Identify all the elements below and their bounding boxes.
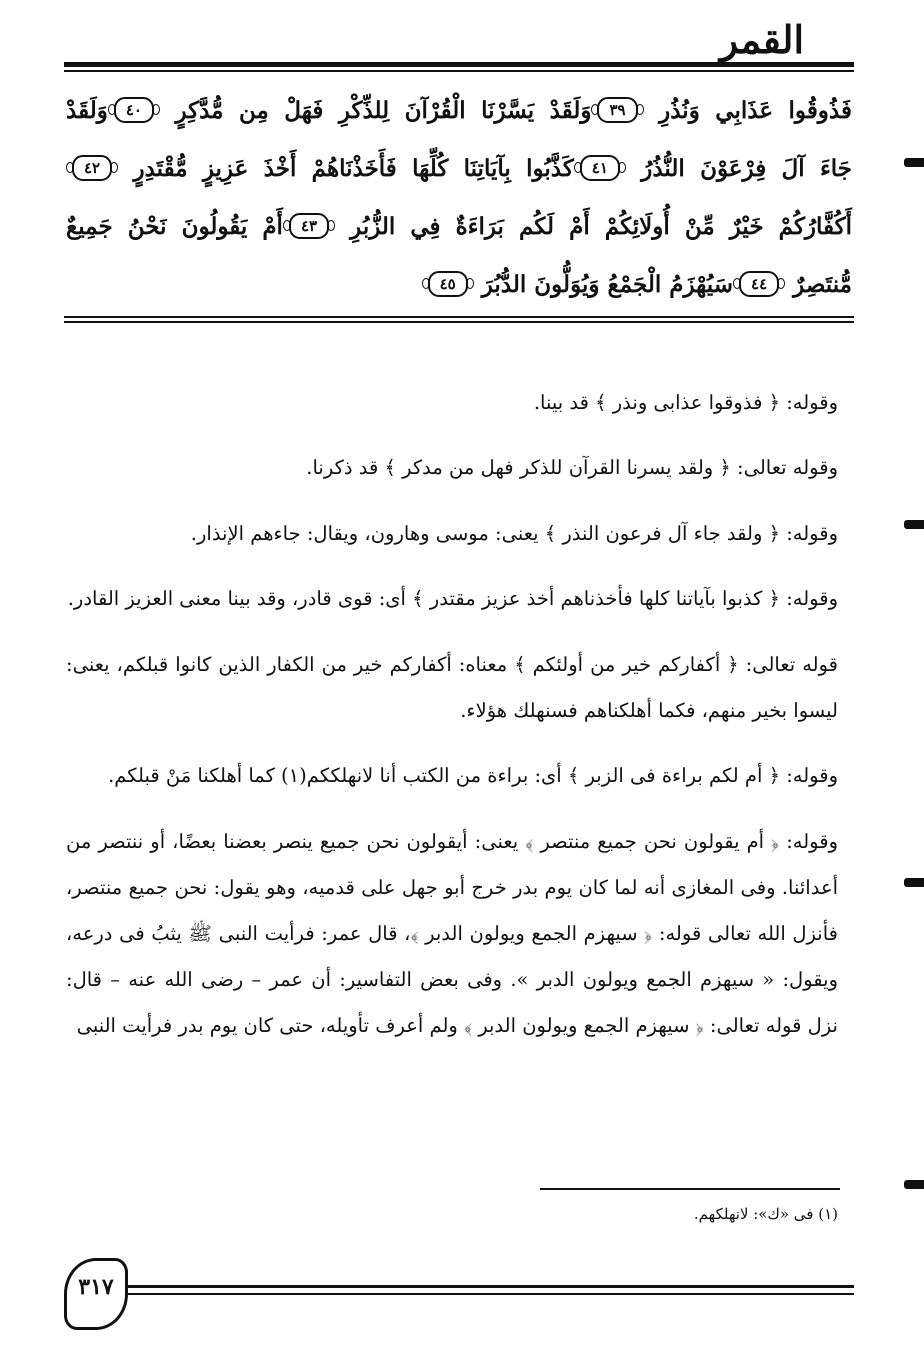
page-number-rule-thin — [110, 1293, 854, 1295]
page-number: ٣١٧ — [78, 1274, 114, 1300]
ayah-number-marker: ٣٩ — [597, 97, 637, 123]
verse-text: سَيُهْزَمُ الْجَمْعُ وَيُوَلُّونَ الدُّبُرَ — [481, 271, 734, 298]
verse-text: أَمْ يَقُولُونَ نَحْنُ جَمِيعٌ — [66, 213, 283, 240]
commentary-paragraph: قوله تعالى: ﴿ أكفاركم خير من أولئكم ﴾ معناه: أكفاركم خير من الكفار الذين كانوا قبلكم، يعنى: ليسوا بخير منهم، فكما أهلكناهم فسنهلك هؤلاء. — [66, 652, 838, 722]
footnote: (١) فى «ك»: لانهلكهم. — [693, 1205, 838, 1223]
ayah-number-marker: ٤٣ — [289, 213, 329, 239]
ayah-number-marker: ٤٥ — [428, 271, 468, 297]
ayah-number-marker: ٤١ — [580, 155, 620, 181]
page-edge-mark — [904, 158, 924, 167]
verses-divider-bottom — [64, 321, 854, 323]
verses-divider-top — [64, 316, 854, 318]
verse-line — [66, 256, 852, 314]
verse-text: وَلَقَدْ يَسَّرْنَا الْقُرْآنَ لِلذِّكْرِ فَهَلْ مِن مُّدَّكِرٍ — [175, 97, 592, 124]
verse-line — [66, 82, 852, 140]
ayah-number-marker: ٤٤ — [739, 271, 779, 297]
verse-text: فَذُوقُوا عَذَابِي وَنُذُرِ — [659, 97, 852, 124]
commentary-paragraph: وقوله: ﴿ أم يقولون نحن جميع منتصر ﴾ يعنى: أيقولون نحن جميع ينصر بعضنا بعضًا، أو ننتصر من أعدائنا. وفى المغازى أنه لما كان يوم بدر خرج أبو جهل على قدميه، وهو يقول: نحن جميع منتصر، فأنزل الله تعالى قوله: ﴿ سيهزم الجمع ويولون الدبر ﴾، قال عمر: فرأيت النبى ﷺ يثبُ فى درعه، ويقول: « سيهزم الجمع ويولون الدبر ». وفى بعض التفاسير: أن عمر – رضى الله عنه – قال: نزل قوله تعالى: ﴿ سيهزم الجمع ويولون الدبر ﴾ ولم أعرف تأويله، حتى كان يوم بدر فرأيت النبى — [66, 829, 838, 1037]
page-number-rule-thick — [110, 1285, 854, 1288]
commentary-paragraph: وقوله تعالى: ﴿ ولقد يسرنا القرآن للذكر فهل من مدكر ﴾ قد ذكرنا. — [306, 456, 838, 479]
verse-text: وَلَقَدْ — [66, 97, 108, 124]
header-rule-thick — [64, 62, 854, 67]
verse-line — [66, 140, 852, 198]
page-edge-mark — [904, 878, 924, 887]
page-edge-mark — [904, 1180, 924, 1189]
header-rule-thin — [64, 70, 854, 72]
footnote-rule — [540, 1188, 840, 1190]
commentary-block — [66, 360, 838, 1063]
verse-text: جَاءَ آلَ فِرْعَوْنَ النُّذُرُ — [641, 155, 853, 182]
commentary-paragraph: وقوله: ﴿ كذبوا بآياتنا كلها فأخذناهم أخذ عزيز مقتدر ﴾ أى: قوى قادر، وقد بينا معنى العزيز القادر. — [67, 587, 838, 610]
commentary-paragraph: وقوله: ﴿ فذوقوا عذابى ونذر ﴾ قد بينا. — [533, 390, 838, 414]
verse-text: مُّنتَصِرٌ — [793, 271, 852, 298]
verse-line — [66, 198, 852, 256]
commentary-paragraph: وقوله: ﴿ أم لكم براءة فى الزبر ﴾ أى: براءة من الكتب أنا لانهلككم(١) كما أهلكنا مَنْ قبلكم. — [108, 764, 838, 787]
commentary-paragraph: وقوله: ﴿ ولقد جاء آل فرعون النذر ﴾ يعنى: موسى وهارون، ويقال: جاءهم الإنذار. — [190, 521, 838, 545]
ayah-number-marker: ٤٢ — [72, 155, 112, 181]
surah-title: القمر — [719, 17, 804, 62]
quran-verses-block — [66, 82, 852, 314]
verse-text: أَكُفَّارُكُمْ خَيْرٌ مِّنْ أُولَائِكُمْ أَمْ لَكُم بَرَاءَةٌ فِي الزُّبُرِ — [350, 213, 852, 240]
verse-text: كَذَّبُوا بِآيَاتِنَا كُلِّهَا فَأَخَذْنَاهُمْ أَخْذَ عَزِيزٍ مُّقْتَدِرٍ — [133, 155, 574, 182]
page-edge-mark — [904, 520, 924, 529]
ayah-number-marker: ٤٠ — [114, 97, 154, 123]
